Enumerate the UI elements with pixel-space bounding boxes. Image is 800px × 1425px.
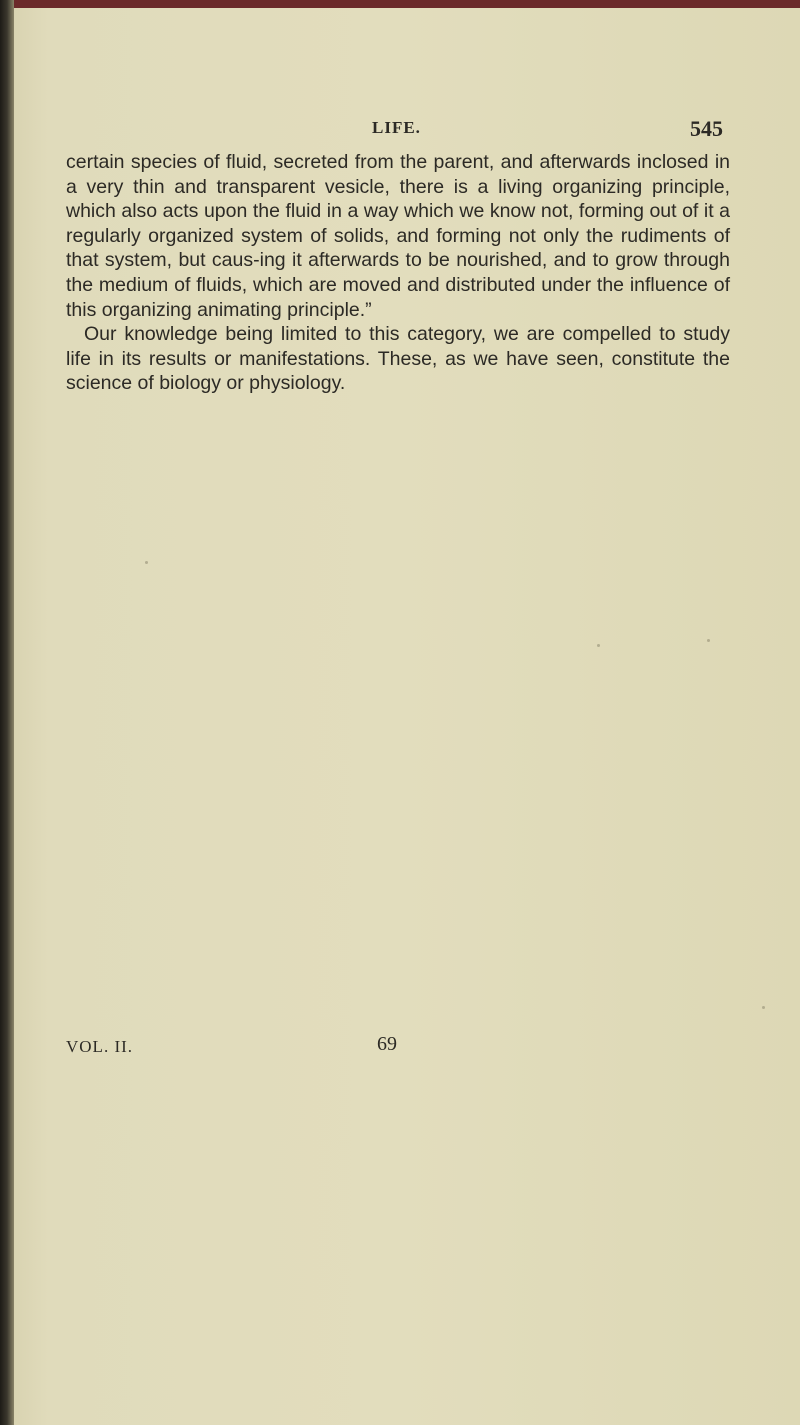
body-text xyxy=(66,150,730,396)
running-head xyxy=(0,116,800,142)
paper-speck xyxy=(762,1006,765,1009)
paper-speck xyxy=(707,639,710,642)
paper-speck xyxy=(597,644,600,647)
book-spine-shadow xyxy=(0,0,14,1425)
paragraph: Our knowledge being limited to this category, we are compelled to study life in its results or manifestations. These, as we have seen, constitute the science of biology or physiology. xyxy=(66,323,730,395)
signature-mark: 69 xyxy=(377,1033,397,1055)
running-head-title: LIFE. xyxy=(372,118,421,137)
paragraph-continued: certain species of fluid, secreted from the parent, and afterwards inclosed in a very thin and transparent vesicle, there is a living organizing principle, which also acts upon the fluid in a way which we know not, forming out of it a regularly organized system of solids, and forming not only the rudiments of that system, but caus-ing it afterwards to be nourished, and to grow through the medium of fluids, which are moved and distributed under the influence of this organizing animating principle.” xyxy=(66,151,730,321)
volume-label: VOL. II. xyxy=(66,1037,134,1056)
page-number: 545 xyxy=(690,116,723,141)
page-top-edge xyxy=(0,0,800,8)
paper-speck xyxy=(145,561,148,564)
